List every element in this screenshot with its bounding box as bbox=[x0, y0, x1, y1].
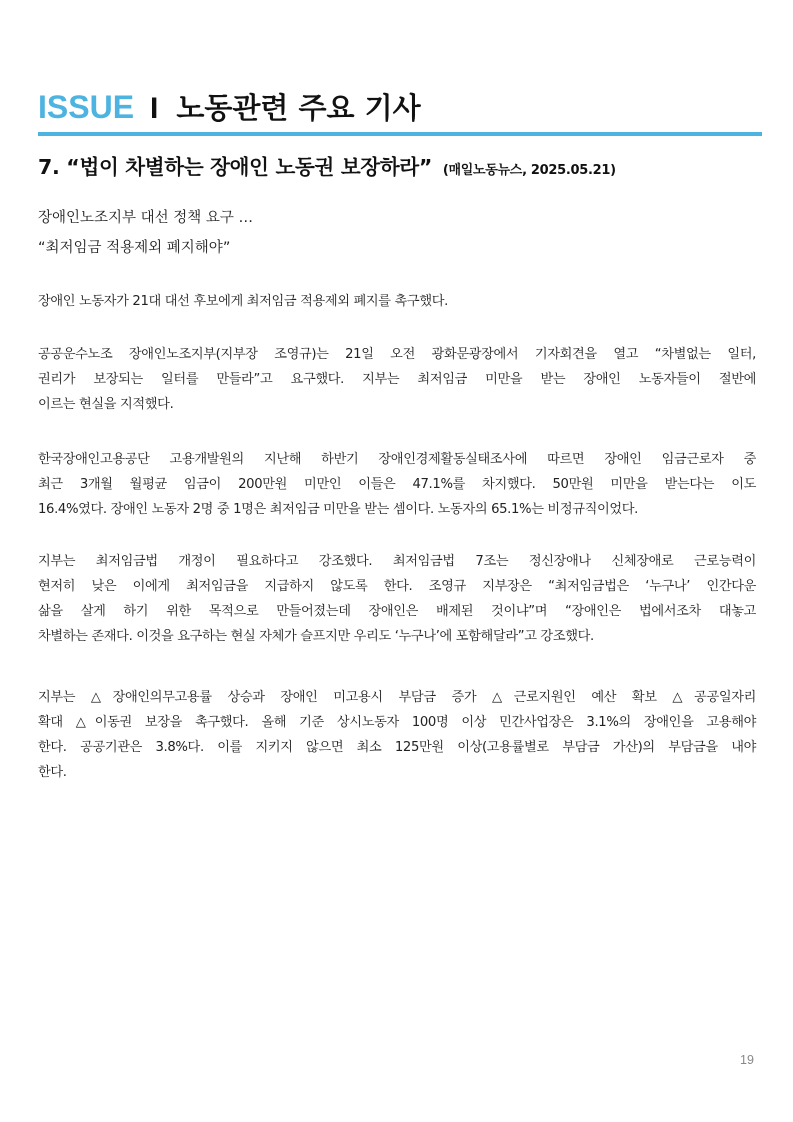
page-number: 19 bbox=[740, 1053, 754, 1067]
paragraph-line: 권리가 보장되는 일터를 만들라”고 요구했다. 지부는 최저임금 미만을 받는 장애인 노동자들이 절반에 bbox=[38, 372, 756, 387]
section-header bbox=[38, 86, 762, 124]
paragraph-line: 차별하는 존재다. 이것을 요구하는 현실 자체가 슬프지만 우리도 ‘누구나’에 포함해달라”고 강조했다. bbox=[38, 629, 594, 644]
paragraph-line: 삶을 살게 하기 위한 목적으로 만들어졌는데 장애인은 배제된 것이냐”며 “장애인은 법에서조차 대놓고 bbox=[38, 604, 756, 619]
section-label: ISSUE bbox=[38, 89, 135, 125]
paragraph-line: 이르는 현실을 지적했다. bbox=[38, 397, 174, 412]
paragraph-4 bbox=[38, 549, 756, 649]
paragraph-line: 확대 △이동권 보장을 촉구했다. 올해 기준 상시노동자 100명 이상 민간사업장은 3.1%의 장애인을 고용해야 bbox=[38, 715, 756, 730]
paragraph-line: 장애인 노동자가 21대 대선 후보에게 최저임금 적용제외 폐지를 촉구했다. bbox=[38, 294, 448, 309]
paragraph-line: 한다. bbox=[38, 765, 67, 780]
paragraph-line: 현저히 낮은 이에게 최저임금을 지급하지 않도록 한다. 조영규 지부장은 “최저임금법은 ‘누구나’ 인간다운 bbox=[38, 579, 757, 594]
paragraph-3 bbox=[38, 447, 756, 522]
paragraph-line: 지부는 최저임금법 개정이 필요하다고 강조했다. 최저임금법 7조는 정신장애나 신체장애로 근로능력이 bbox=[38, 554, 756, 569]
paragraph-2 bbox=[38, 342, 756, 417]
paragraph-line: 지부는 △장애인의무고용률 상승과 장애인 미고용시 부담금 증가 △근로지원인 예산 확보 △공공일자리 bbox=[38, 690, 756, 705]
article-source: (매일노동뉴스, 2025.05.21) bbox=[442, 163, 616, 178]
header-separator: I bbox=[150, 92, 159, 125]
article-headline: 7. “법이 차별하는 장애인 노동권 보장하라” bbox=[38, 155, 433, 179]
article-title bbox=[38, 150, 762, 180]
article-subtitle-2: “최저임금 적용제외 폐지해야” bbox=[38, 240, 231, 256]
paragraph-line: 최근 3개월 월평균 임금이 200만원 미만인 이들은 47.1%를 차지했다. 50만원 미만을 받는다는 이도 bbox=[38, 477, 756, 492]
paragraph-1 bbox=[38, 289, 756, 314]
paragraph-5 bbox=[38, 685, 756, 785]
paragraph-line: 한다. 공공기관은 3.8%다. 이를 지키지 않으면 최소 125만원 이상(고용률별로 부담금 가산)의 부담금을 내야 bbox=[38, 740, 756, 755]
section-title: 노동관련 주요 기사 bbox=[176, 91, 421, 125]
paragraph-line: 16.4%였다. 장애인 노동자 2명 중 1명은 최저임금 미만을 받는 셈이다. 노동자의 65.1%는 비정규직이었다. bbox=[38, 502, 639, 517]
article-subtitle-1: 장애인노조지부 대선 정책 요구 … bbox=[38, 210, 254, 226]
header-rule bbox=[38, 132, 762, 136]
paragraph-line: 한국장애인고용공단 고용개발원의 지난해 하반기 장애인경제활동실태조사에 따르면 장애인 임금근로자 중 bbox=[38, 452, 756, 467]
paragraph-line: 공공운수노조 장애인노조지부(지부장 조영규)는 21일 오전 광화문광장에서 기자회견을 열고 “차별없는 일터, bbox=[38, 347, 756, 362]
